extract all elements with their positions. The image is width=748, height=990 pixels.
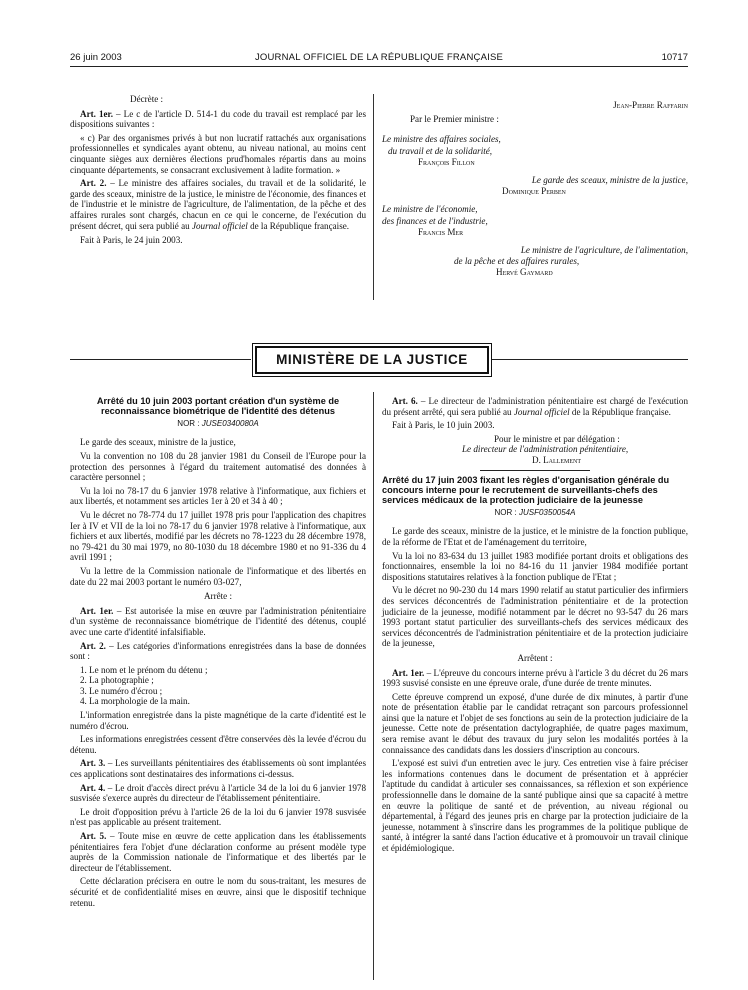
separator-rule <box>480 470 590 471</box>
signer-primary: Jean-Pierre Raffarin <box>613 100 688 110</box>
left-para-2: Vu la convention no 108 du 28 janvier 1981 du Conseil de l'Europe pour la protection des personnes à l'égard du traitement automatisé des données à caractère personnel ; <box>70 451 366 483</box>
banner-rule-left <box>70 359 251 360</box>
left-para-5: Vu la lettre de la Commission nationale de l'informatique et des libertés en date du 22 mai 2003 portant le numéro 03-027, <box>70 565 366 587</box>
article-1-quote: « c) Par des organismes privés à but non lucratif rattachés aux organisations professionnelles et syndicales ayant obtenu, au niveau national, au moins cent cinquante sièges aux dernières élections prud'homales répartis dans au moins cinquante départements, se consacrant exclusivement à ladite formation. » <box>70 132 366 175</box>
article-1-decree: Art. 1er. – Le c de l'article D. 514-1 du code du travail est remplacé par les dispositions suivantes : <box>70 108 366 130</box>
column-divider-bottom <box>373 392 374 980</box>
arrete-1-title: Arrêté du 10 juin 2003 portant création d'un système de reconnaissance biométrique de l'identité des détenus <box>96 396 340 417</box>
minister-4-title-b: de la pêche et des affaires rurales, <box>454 256 580 267</box>
right-para-3: Vu le décret no 90-230 du 14 mars 1990 relatif au statut particulier des infirmiers des services déconcentrés de l'administration pénitentiaire et de la protection judiciaire de la jeunesse, modifié notamment par le décret no 93-547 du 26 mars 1993 portant statut particulier des surveillants-chefs des services médicaux des services déconcentrés de l'administration pénitentiaire et de la protection judiciaire de la jeunesse, <box>382 585 688 649</box>
right-article-1: Art. 1er. – L'épreuve du concours interne prévu à l'article 3 du décret du 26 mars 1993 susvisé consiste en une épreuve orale, d'une durée de trente minutes. <box>382 667 688 689</box>
fait-a-paris-decree: Fait à Paris, le 24 juin 2003. <box>80 235 183 246</box>
decrete-line: Décrète : <box>130 94 164 104</box>
bottom-right-column <box>382 396 688 857</box>
delegation-title: Le directeur de l'administration pénitentiaire, <box>462 444 629 455</box>
minister-2-name: Dominique Perben <box>502 186 566 197</box>
left-article-3: Art. 3. – Les surveillants pénitentiaires des établissements où sont implantées ces applications sont destinataires des informations ci-dessus. <box>70 758 367 780</box>
left-para-9: Cette déclaration précisera en outre le nom du sous-traitant, les mesures de sécurité et de confidentialité mises en œuvre, ainsi que le dispositif technique retenu. <box>70 876 366 908</box>
left-para-3: Vu la loi no 78-17 du 6 janvier 1978 relative à l'informatique, aux fichiers et aux libertés, et notamment ses articles 1er à 20 et 34 à 40 ; <box>70 485 366 507</box>
top-left-column <box>70 94 366 249</box>
left-para-8: Le droit d'opposition prévu à l'article 26 de la loi du 6 janvier 1978 susvisée n'est pas applicable au présent traitement. <box>70 806 366 828</box>
delegation-name: D. Lallement <box>532 454 581 465</box>
left-article-4: Art. 4. – Le droit d'accès direct prévu à l'article 34 de la loi du 6 janvier 1978 susvisée s'exerce auprès du directeur de l'établissement pénitentiaire. <box>70 782 367 804</box>
left-arrete: Arrête : <box>203 591 233 602</box>
minister-3-name: Francis Mer <box>418 226 464 237</box>
minister-1-title-b: du travail et de la solidarité, <box>388 145 493 156</box>
left-para-7: Les informations enregistrées cessent d'être conservées dès la levée d'écrou du détenu. <box>70 734 366 755</box>
right-article-6: Art. 6. – Le directeur de l'administration pénitentiaire est chargé de l'exécution du présent arrêté, qui sera publié au Journal officiel de la République française. <box>382 396 689 417</box>
minister-3-title-b: des finances et de l'industrie, <box>382 215 488 226</box>
page-number: 10717 <box>661 52 688 63</box>
minister-2-title: Le garde des sceaux, ministre de la justice, <box>531 175 688 186</box>
arrete-1-nor: NOR : JUSE0340080A <box>177 418 259 428</box>
right-para-1: Le garde des sceaux, ministre de la justice, et le ministre de la fonction publique, de la réforme de l'Etat et de l'aménagement du territoire, <box>382 526 688 547</box>
left-article-5: Art. 5. – Toute mise en œuvre de cette application dans les établissements pénitentiaires fera l'objet d'une déclaration conforme au présent modèle type auprès de la Commission nationale de l'informatique et des libertés par le directeur de l'établissement. <box>70 831 367 873</box>
arrete-2-title: Arrêté du 17 juin 2003 fixant les règles d'organisation générale du concours interne pour le recrutement de surveillants-chefs des services médicaux de la protection judiciaire de la jeunesse <box>382 474 670 506</box>
minister-3-title-a: Le ministre de l'économie, <box>382 204 478 215</box>
left-article-1: Art. 1er. – Est autorisée la mise en œuvre par l'administration pénitentiaire d'un système de reconnaissance biométrique de l'identité des détenus, couplé avec une carte d'identité infalsifiable. <box>70 605 366 637</box>
list-item: 2. La photographie ; <box>80 675 154 686</box>
left-para-6: L'information enregistrée dans la piste magnétique de la carte d'identité est le numéro d'écrou. <box>70 710 366 731</box>
left-article-2: Art. 2. – Les catégories d'informations enregistrées dans la base de données sont : <box>70 640 366 662</box>
ministry-title: MINISTÈRE DE LA JUSTICE <box>276 352 468 367</box>
right-fait: Fait à Paris, le 10 juin 2003. <box>392 420 495 431</box>
delegation-line: Pour le ministre et par délégation : <box>494 433 620 444</box>
left-para-4: Vu le décret no 78-774 du 17 juillet 1978 pris pour l'application des chapitres Ier à IV et VII de la loi no 78-17 du 6 janvier 1978 relative à l'informatique, aux fichiers et aux libertés, modifié par les décrets no 78-1223 du 28 décembre 1978, no 79-421 du 30 mai 1979, no 80-1030 du 18 décembre 1980 et no 91-336 du 4 avril 1991 ; <box>70 509 366 563</box>
right-para-5: L'exposé est suivi d'un entretien avec le jury. Ces entretien vise à faire préciser les informations contenues dans le document de présentation et à apprécier l'aptitude du candidat à articuler ses connaissances, sa réflexion et son expérience professionnelle dans le domaine de la santé publique ainsi que sa capacité à mettre en œuvre la politique de santé et de prévention, au niveau régional ou départemental, à l'égard des jeunes pris en charge par la protection judiciaire de la jeunesse, notamment à s'inscrire dans les programmes de la politique publique de santé, à intégrer la santé dans l'action éducative et à promouvoir un travail clinique et épidémiologique. <box>382 758 688 853</box>
list-item: 1. Le nom et le prénom du détenu ; <box>80 664 208 675</box>
list-item: 3. Le numéro d'écrou ; <box>80 685 163 696</box>
signer-par: Par le Premier ministre : <box>410 114 499 125</box>
right-arretent: Arrêtent : <box>517 652 553 663</box>
bottom-left-column <box>70 396 366 911</box>
right-para-2: Vu la loi no 83-634 du 13 juillet 1983 modifiée portant droits et obligations des fonctionnaires, ensemble la loi no 84-16 du 11 janvier 1984 modifiée portant dispositions statutaires relatives à la fonction publique de l'Etat ; <box>382 550 688 582</box>
arrete-2-nor: NOR : JUSF0350054A <box>494 507 576 517</box>
page-header <box>70 52 688 66</box>
ministry-banner <box>255 346 489 374</box>
minister-4-name: Hervé Gaymard <box>496 267 553 278</box>
list-item: 4. La morphologie de la main. <box>80 696 190 707</box>
banner-rule-right <box>489 359 688 360</box>
article-2-decree: Art. 2. – Le ministre des affaires sociales, du travail et de la solidarité, le garde des sceaux, ministre de la justice, le ministre de l'économie, des finances et de l'industrie et le ministre de l'agriculture, de l'alimentation, de la pêche et des affaires rurales sont chargés, chacun en ce qui le concerne, de l'exécution du présent décret, qui sera publié au Journal officiel de la République française. <box>70 178 366 231</box>
header-rule <box>70 66 688 67</box>
header-date: 26 juin 2003 <box>70 52 122 63</box>
left-para-1: Le garde des sceaux, ministre de la justice, <box>80 437 236 448</box>
journal-title: JOURNAL OFFICIEL DE LA RÉPUBLIQUE FRANÇAISE <box>254 52 504 63</box>
signature-block <box>382 100 688 279</box>
minister-1-name: François Fillon <box>418 156 475 167</box>
right-para-4: Cette épreuve comprend un exposé, d'une durée de dix minutes, à partir d'une note de présentation établie par le candidat retraçant son parcours professionnel ainsi que la nature et l'objet de ses fonctions au sein de la protection judiciaire de la jeunesse. Cette note de présentation dactylographiée, de quatre pages maximum, sera remise avant le début des travaux du jury selon les modalités portées à la connaissance des candidats dans les dossiers d'inscription au concours. <box>382 691 688 755</box>
minister-4-title-a: Le ministre de l'agriculture, de l'alimentation, <box>520 245 688 256</box>
minister-1-title-a: Le ministre des affaires sociales, <box>382 134 501 145</box>
column-divider-top <box>373 94 374 300</box>
data-category-list <box>70 665 366 707</box>
